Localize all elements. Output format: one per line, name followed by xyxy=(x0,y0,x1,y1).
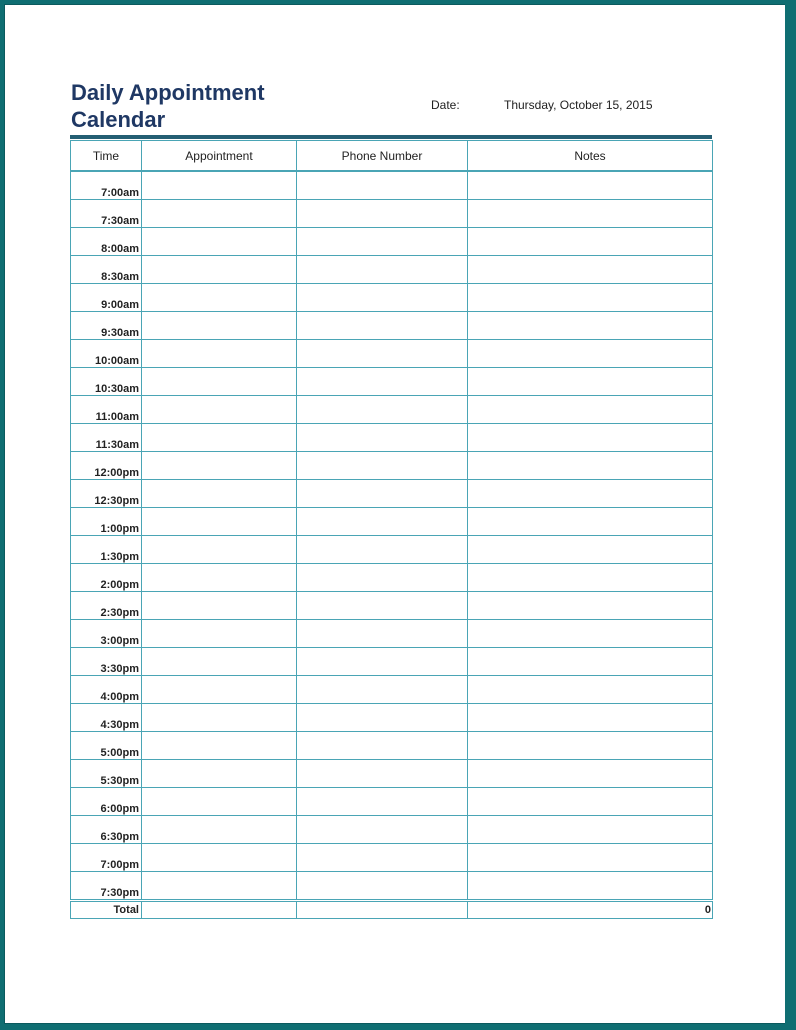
notes-cell[interactable] xyxy=(468,788,713,816)
phone-number-cell[interactable] xyxy=(297,340,468,368)
notes-cell[interactable] xyxy=(468,424,713,452)
phone-number-cell[interactable] xyxy=(297,171,468,200)
time-cell: 7:00pm xyxy=(71,844,142,872)
date-value: Thursday, October 15, 2015 xyxy=(504,98,653,112)
notes-cell[interactable] xyxy=(468,620,713,648)
notes-cell[interactable] xyxy=(468,256,713,284)
phone-number-cell[interactable] xyxy=(297,872,468,901)
phone-number-cell[interactable] xyxy=(297,452,468,480)
appointment-cell[interactable] xyxy=(142,844,297,872)
notes-cell[interactable] xyxy=(468,340,713,368)
time-cell: 10:00am xyxy=(71,340,142,368)
appointment-cell[interactable] xyxy=(142,452,297,480)
table-row xyxy=(71,592,713,620)
time-cell: 11:00am xyxy=(71,396,142,424)
notes-cell[interactable] xyxy=(468,844,713,872)
table-row xyxy=(71,844,713,872)
phone-number-cell[interactable] xyxy=(297,508,468,536)
table-row xyxy=(71,536,713,564)
date-label: Date: xyxy=(431,98,460,112)
notes-cell[interactable] xyxy=(468,452,713,480)
time-cell: 4:30pm xyxy=(71,704,142,732)
notes-cell[interactable] xyxy=(468,396,713,424)
time-cell: 12:30pm xyxy=(71,480,142,508)
phone-number-cell[interactable] xyxy=(297,732,468,760)
column-header-time: Time xyxy=(71,141,142,172)
time-cell: 12:00pm xyxy=(71,452,142,480)
time-cell: 2:30pm xyxy=(71,592,142,620)
appointment-cell[interactable] xyxy=(142,872,297,901)
appointment-cell[interactable] xyxy=(142,620,297,648)
appointment-cell[interactable] xyxy=(142,816,297,844)
time-cell: 8:00am xyxy=(71,228,142,256)
time-cell: 1:00pm xyxy=(71,508,142,536)
total-value: 0 xyxy=(468,901,713,919)
notes-cell[interactable] xyxy=(468,676,713,704)
table-row xyxy=(71,368,713,396)
appointment-cell[interactable] xyxy=(142,256,297,284)
table-row xyxy=(71,171,713,200)
time-cell: 7:00am xyxy=(71,171,142,200)
phone-number-cell[interactable] xyxy=(297,564,468,592)
table-row xyxy=(71,760,713,788)
column-header-notes: Notes xyxy=(468,141,713,172)
time-cell: 7:30pm xyxy=(71,872,142,901)
time-cell: 1:30pm xyxy=(71,536,142,564)
appointment-cell[interactable] xyxy=(142,228,297,256)
time-cell: 4:00pm xyxy=(71,676,142,704)
appointment-cell[interactable] xyxy=(142,788,297,816)
phone-number-cell[interactable] xyxy=(297,256,468,284)
notes-cell[interactable] xyxy=(468,732,713,760)
time-cell: 3:00pm xyxy=(71,620,142,648)
notes-cell[interactable] xyxy=(468,872,713,901)
appointment-cell[interactable] xyxy=(142,480,297,508)
table-row xyxy=(71,480,713,508)
time-cell: 9:00am xyxy=(71,284,142,312)
notes-cell[interactable] xyxy=(468,480,713,508)
phone-number-cell[interactable] xyxy=(297,704,468,732)
table-row xyxy=(71,564,713,592)
phone-number-cell[interactable] xyxy=(297,592,468,620)
phone-number-cell[interactable] xyxy=(297,620,468,648)
table-row xyxy=(71,424,713,452)
notes-cell[interactable] xyxy=(468,368,713,396)
appointment-cell[interactable] xyxy=(142,171,297,200)
notes-cell[interactable] xyxy=(468,284,713,312)
table-row xyxy=(71,872,713,901)
column-header-phone-number: Phone Number xyxy=(297,141,468,172)
phone-number-cell[interactable] xyxy=(297,844,468,872)
notes-cell[interactable] xyxy=(468,171,713,200)
appointment-cell[interactable] xyxy=(142,424,297,452)
table-row xyxy=(71,228,713,256)
time-cell: 6:30pm xyxy=(71,816,142,844)
appointment-cell[interactable] xyxy=(142,648,297,676)
appointment-cell[interactable] xyxy=(142,396,297,424)
table-row xyxy=(71,312,713,340)
time-cell: 11:30am xyxy=(71,424,142,452)
phone-number-cell[interactable] xyxy=(297,368,468,396)
phone-number-cell[interactable] xyxy=(297,396,468,424)
time-cell: 5:30pm xyxy=(71,760,142,788)
phone-number-cell[interactable] xyxy=(297,788,468,816)
notes-cell[interactable] xyxy=(468,760,713,788)
appointment-cell[interactable] xyxy=(142,760,297,788)
time-cell: 8:30am xyxy=(71,256,142,284)
page-edge xyxy=(785,4,790,1024)
notes-cell[interactable] xyxy=(468,200,713,228)
table-row xyxy=(71,676,713,704)
time-cell: 5:00pm xyxy=(71,732,142,760)
table-row xyxy=(71,620,713,648)
notes-cell[interactable] xyxy=(468,816,713,844)
total-appointment-cell[interactable] xyxy=(142,901,297,919)
table-row xyxy=(71,508,713,536)
phone-number-cell[interactable] xyxy=(297,648,468,676)
notes-cell[interactable] xyxy=(468,536,713,564)
phone-number-cell[interactable] xyxy=(297,480,468,508)
table-row xyxy=(71,816,713,844)
table-row xyxy=(71,200,713,228)
table-row xyxy=(71,648,713,676)
appointment-cell[interactable] xyxy=(142,564,297,592)
title-divider xyxy=(70,135,712,139)
notes-cell[interactable] xyxy=(468,564,713,592)
table-row xyxy=(71,788,713,816)
phone-number-cell[interactable] xyxy=(297,284,468,312)
page-title: Daily Appointment Calendar xyxy=(71,80,265,132)
table-row xyxy=(71,452,713,480)
table-row xyxy=(71,732,713,760)
phone-number-cell[interactable] xyxy=(297,424,468,452)
appointment-cell[interactable] xyxy=(142,732,297,760)
table-row xyxy=(71,396,713,424)
appointment-cell[interactable] xyxy=(142,676,297,704)
document-page xyxy=(4,4,790,1024)
time-cell: 2:00pm xyxy=(71,564,142,592)
appointment-cell[interactable] xyxy=(142,368,297,396)
phone-number-cell[interactable] xyxy=(297,816,468,844)
appointment-table xyxy=(70,140,713,919)
phone-number-cell[interactable] xyxy=(297,200,468,228)
appointment-cell[interactable] xyxy=(142,312,297,340)
notes-cell[interactable] xyxy=(468,648,713,676)
phone-number-cell[interactable] xyxy=(297,536,468,564)
time-cell: 10:30am xyxy=(71,368,142,396)
phone-number-cell[interactable] xyxy=(297,676,468,704)
appointment-cell[interactable] xyxy=(142,508,297,536)
notes-cell[interactable] xyxy=(468,312,713,340)
appointment-cell[interactable] xyxy=(142,340,297,368)
column-header-appointment: Appointment xyxy=(142,141,297,172)
total-label: Total xyxy=(71,901,142,919)
appointment-cell[interactable] xyxy=(142,284,297,312)
notes-cell[interactable] xyxy=(468,704,713,732)
table-row xyxy=(71,256,713,284)
appointment-cell[interactable] xyxy=(142,704,297,732)
total-row xyxy=(71,901,713,919)
total-phone-cell[interactable] xyxy=(297,901,468,919)
header-row xyxy=(71,141,713,172)
time-cell: 7:30am xyxy=(71,200,142,228)
time-cell: 6:00pm xyxy=(71,788,142,816)
appointment-cell[interactable] xyxy=(142,592,297,620)
table-row xyxy=(71,340,713,368)
appointment-cell[interactable] xyxy=(142,200,297,228)
table-row xyxy=(71,284,713,312)
phone-number-cell[interactable] xyxy=(297,228,468,256)
notes-cell[interactable] xyxy=(468,592,713,620)
phone-number-cell[interactable] xyxy=(297,760,468,788)
appointment-cell[interactable] xyxy=(142,536,297,564)
phone-number-cell[interactable] xyxy=(297,312,468,340)
notes-cell[interactable] xyxy=(468,228,713,256)
time-cell: 9:30am xyxy=(71,312,142,340)
table-row xyxy=(71,704,713,732)
time-cell: 3:30pm xyxy=(71,648,142,676)
notes-cell[interactable] xyxy=(468,508,713,536)
